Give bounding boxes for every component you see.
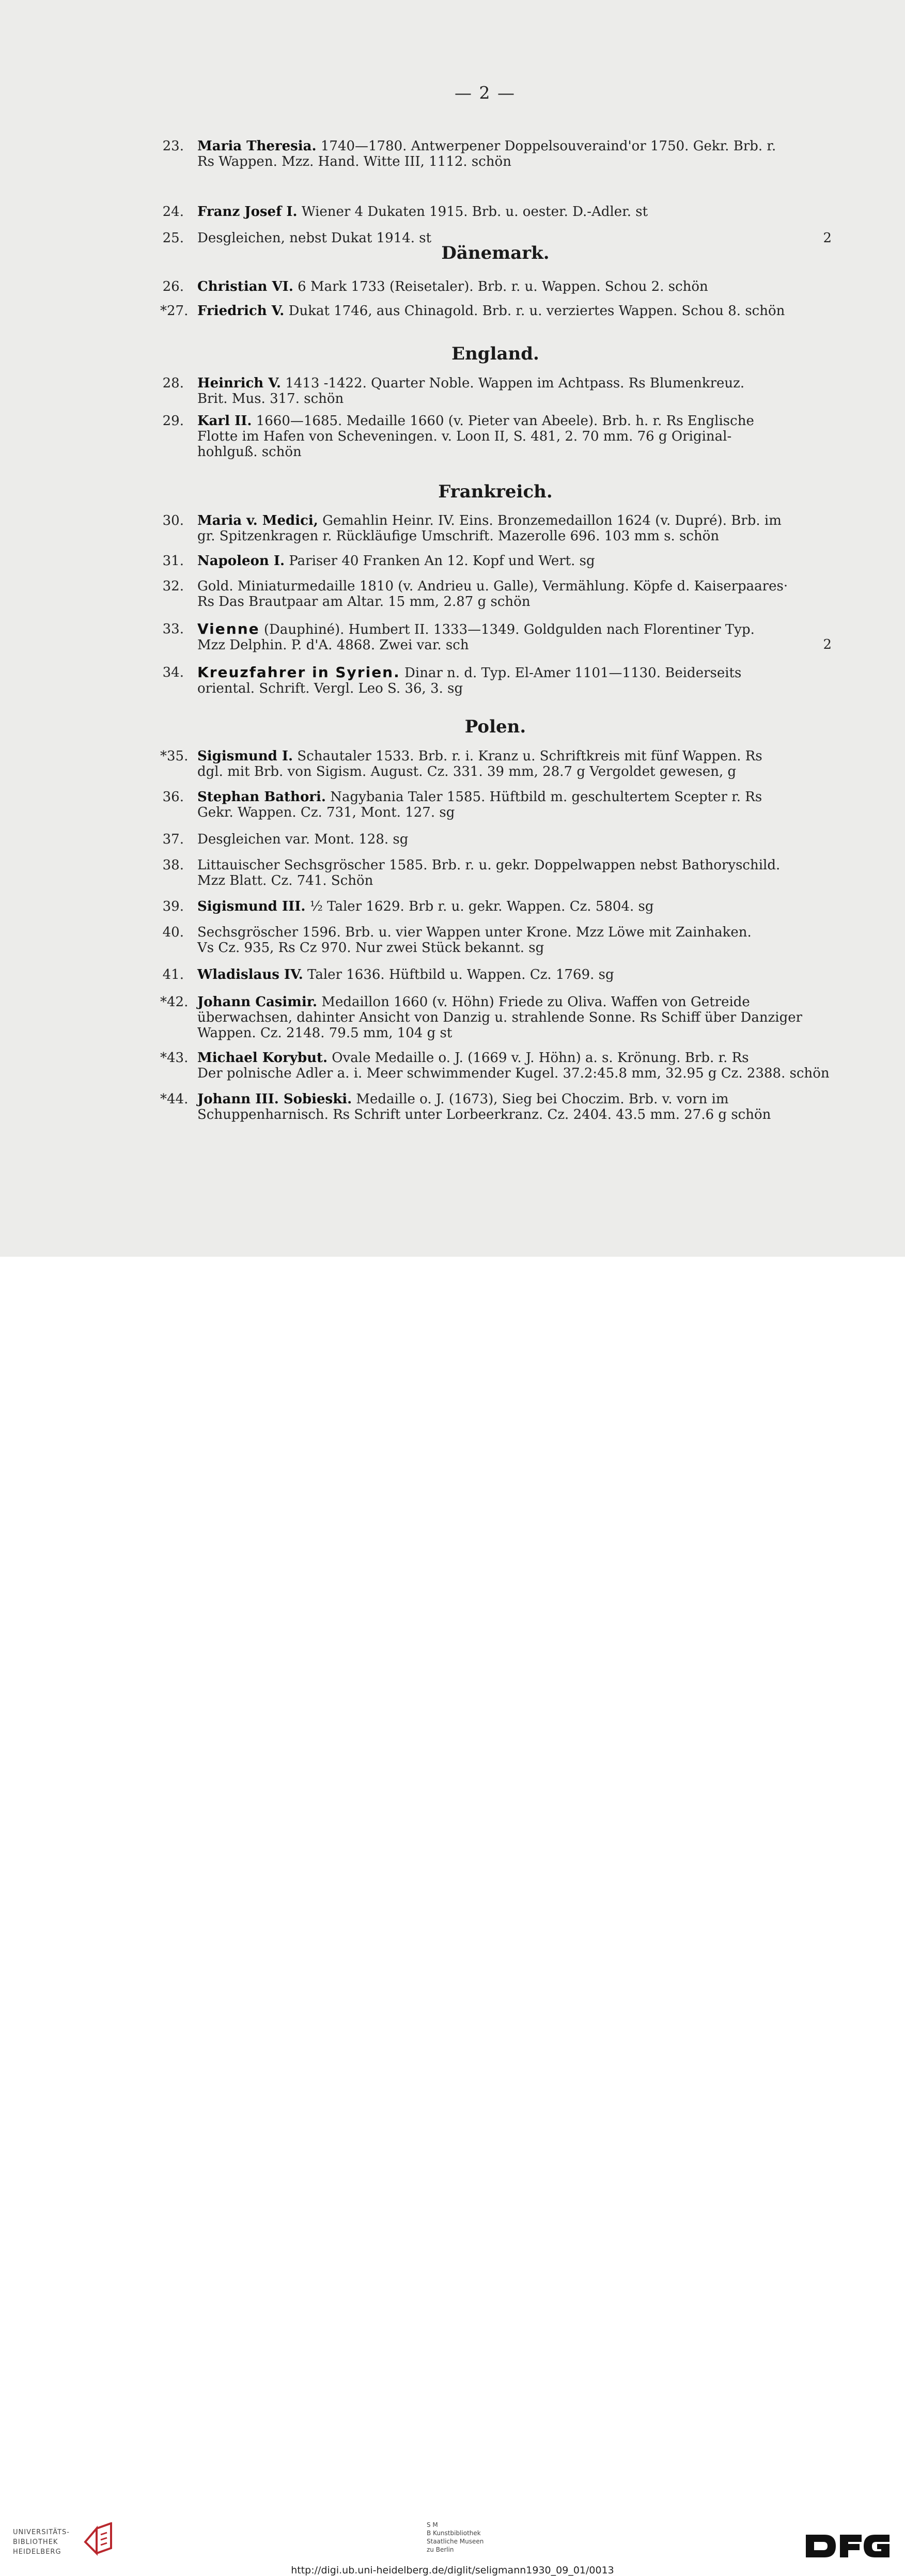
catalogue-entry: [160, 1091, 832, 1122]
entry-text: ½ Taler 1629. Brb r. u. gekr. Wappen. Cz. 5804. sg: [309, 899, 654, 914]
entry-line: [197, 925, 832, 940]
museum-credit-line: zu Berlin: [427, 2546, 454, 2553]
entry-name: Sigismund I.: [197, 748, 293, 764]
entry-number: 38.: [162, 857, 184, 873]
library-name-line: HEIDELBERG: [13, 2548, 61, 2556]
entry-number: *42.: [160, 994, 189, 1010]
entry-line: [197, 429, 832, 444]
entry-body: [197, 376, 832, 407]
catalogue-entry: [160, 138, 832, 169]
catalogue-entry: [160, 204, 832, 220]
catalogue-entry: [160, 789, 832, 820]
entry-number: 24.: [162, 204, 184, 220]
entry-number: 33.: [162, 621, 184, 637]
entry-text: Wappen. Cz. 2148. 79.5 mm, 104 g st: [197, 1025, 453, 1041]
catalogue-entry: [160, 748, 832, 779]
museum-credit-line: Staatliche Museen: [427, 2538, 484, 2545]
entry-text: Gold. Miniaturmedaille 1810 (v. Andrieu u. Galle), Vermählung. Köpfe d. Kaiserpaares·: [197, 579, 788, 594]
entry-number: 28.: [162, 376, 184, 391]
entry-body: [197, 857, 832, 888]
entry-text: Dukat 1746, aus Chinagold. Brb. r. u. verziertes Wappen. Schou 8. schön: [288, 303, 785, 319]
entry-line: [197, 391, 832, 407]
footer-bar: [0, 1257, 905, 2576]
entry-text: oriental. Schrift. Vergl. Leo S. 36, 3. sg: [197, 681, 463, 696]
entry-text: Schuppenharnisch. Rs Schrift unter Lorbeerkranz. Cz. 2404. 43.5 mm. 27.6 g schön: [197, 1107, 771, 1122]
entry-body: [197, 621, 832, 653]
entry-line: [197, 805, 832, 820]
entry-line: [197, 444, 832, 460]
entry-line: [197, 528, 832, 544]
entry-line: [197, 832, 832, 847]
catalogue-entry: [160, 413, 832, 460]
entry-text: 1413 -1422. Quarter Noble. Wappen im Achtpass. Rs Blumenkreuz.: [285, 376, 745, 391]
entry-number: 36.: [162, 789, 184, 805]
entry-line: [197, 994, 832, 1010]
section-heading-frankreich: Frankreich.: [438, 481, 553, 502]
entry-text: Brit. Mus. 317. schön: [197, 391, 344, 407]
entry-line: [197, 376, 832, 391]
entry-line: [197, 1025, 832, 1041]
catalogue-entry: [160, 279, 832, 294]
entry-body: [197, 138, 832, 169]
entry-line: [197, 204, 832, 220]
entry-text: Flotte im Hafen von Scheveningen. v. Loon II, S. 481, 2. 70 mm. 76 g Original-: [197, 429, 732, 444]
entry-text: Ovale Medaille o. J. (1669 v. J. Höhn) a. s. Krönung. Brb. r. Rs: [332, 1050, 749, 1066]
catalogue-entry: [160, 1050, 832, 1081]
entry-body: [197, 925, 832, 956]
entry-body: [197, 899, 832, 914]
entry-name: Michael Korybut.: [197, 1050, 328, 1066]
entry-text: überwachsen, dahinter Ansicht von Danzig u. strahlende Sonne. Rs Schiff über Danziger: [197, 1010, 803, 1025]
entry-line: [197, 665, 832, 681]
entry-text: Medaille o. J. (1673), Sieg bei Choczim. Brb. v. vorn im: [356, 1091, 729, 1107]
entry-name: Napoleon I.: [197, 553, 285, 569]
entry-body: [197, 413, 832, 460]
entry-text: Littauischer Sechsgröscher 1585. Brb. r. u. gekr. Doppelwappen nebst Bathoryschild.: [197, 857, 781, 873]
entry-body: [197, 832, 832, 847]
entry-body: [197, 967, 832, 982]
catalogue-entry: [160, 899, 832, 914]
entry-text: Gemahlin Heinr. IV. Eins. Bronzemedaillon 1624 (v. Dupré). Brb. im: [322, 513, 782, 528]
entry-name: Friedrich V.: [197, 303, 285, 319]
entry-name: Johann Casimir.: [197, 994, 318, 1010]
entry-text: Dinar n. d. Typ. El-Amer 1101—1130. Beiderseits: [404, 665, 742, 681]
museum-credit-line: S M: [427, 2521, 438, 2528]
page-number: — 2 —: [455, 83, 516, 103]
entry-text: 6 Mark 1733 (Reisetaler). Brb. r. u. Wappen. Schou 2. schön: [298, 279, 708, 294]
section-heading-england: England.: [451, 344, 539, 364]
catalogue-entry: [160, 579, 832, 610]
entry-line: [197, 413, 832, 429]
entry-line: [197, 513, 832, 528]
entry-text: Der polnische Adler a. i. Meer schwimmender Kugel. 37.2:45.8 mm, 32.95 g Cz. 2388. schön: [197, 1066, 830, 1081]
entry-body: [197, 279, 832, 294]
section-heading-daenemark: Dänemark.: [441, 243, 550, 263]
entry-body: [197, 789, 832, 820]
catalogue-entry: [160, 553, 832, 569]
entry-line: [197, 579, 832, 594]
entry-text: Nagybania Taler 1585. Hüftbild m. geschultertem Scepter r. Rs: [330, 789, 762, 805]
museum-credit: [427, 2521, 483, 2554]
dfg-logo: [804, 2531, 892, 2562]
entry-line: [197, 230, 832, 246]
entry-text: Pariser 40 Franken An 12. Kopf und Wert. sg: [289, 553, 595, 569]
entry-text: Vs Cz. 935, Rs Cz 970. Nur zwei Stück bekannt. sg: [197, 940, 544, 956]
entry-margin-mark: 2: [823, 637, 832, 652]
library-name-line: UNIVERSITÄTS-: [13, 2528, 70, 2536]
entry-line: [197, 1050, 832, 1066]
entry-text: Medaillon 1660 (v. Höhn) Friede zu Oliva. Waffen von Getreide: [321, 994, 750, 1010]
entry-line: [197, 857, 832, 873]
museum-credit-line: B Kunstbibliothek: [427, 2530, 481, 2537]
catalogue-entry: [160, 994, 832, 1041]
catalogue-entry: [160, 925, 832, 956]
entry-line: [197, 748, 832, 764]
entry-number: 40.: [162, 925, 184, 940]
entry-name: Wladislaus IV.: [197, 967, 303, 982]
entry-text: gr. Spitzenkragen r. Rückläufige Umschrift. Mazerolle 696. 103 mm s. schön: [197, 528, 720, 544]
entry-text: hohlguß. schön: [197, 444, 302, 460]
entry-name: Christian VI.: [197, 279, 293, 294]
entry-name: Maria Theresia.: [197, 138, 317, 154]
entry-number: 41.: [162, 967, 184, 982]
entry-name: Karl II.: [197, 413, 252, 429]
entry-line: [197, 1010, 832, 1025]
library-name-line: BIBLIOTHEK: [13, 2538, 58, 2546]
entry-number: *43.: [160, 1050, 189, 1066]
entry-number: 26.: [162, 279, 184, 294]
entry-body: [197, 303, 832, 319]
entry-name: Sigismund III.: [197, 899, 306, 914]
entry-name: Maria v. Medici,: [197, 513, 318, 528]
entry-line: [197, 154, 832, 169]
catalogue-entry: [160, 303, 832, 319]
entry-text: Rs Wappen. Mzz. Hand. Witte III, 1112. schön: [197, 154, 511, 169]
entry-line: [197, 279, 832, 294]
entry-text: Mzz Delphin. P. d'A. 4868. Zwei var. sch: [197, 637, 469, 653]
entry-text: 1740—1780. Antwerpener Doppelsouveraind'or 1750. Gekr. Brb. r.: [320, 138, 776, 154]
entry-body: [197, 1050, 832, 1081]
entry-line: [197, 637, 832, 653]
catalogue-entry: [160, 230, 832, 246]
entry-text: dgl. mit Brb. von Sigism. August. Cz. 331. 39 mm, 28.7 g Vergoldet gewesen, g: [197, 764, 737, 779]
catalogue-entry: [160, 832, 832, 847]
entry-line: [197, 303, 832, 319]
entry-body: [197, 230, 832, 246]
entry-body: [197, 748, 832, 779]
entry-number: 32.: [162, 579, 184, 594]
section-heading-polen: Polen.: [464, 716, 526, 737]
entry-number: *35.: [160, 748, 189, 764]
entry-number: 34.: [162, 665, 184, 680]
entry-name: Heinrich V.: [197, 376, 281, 391]
entry-text: Taler 1636. Hüftbild u. Wappen. Cz. 1769. sg: [307, 967, 614, 982]
entry-name: Johann III. Sobieski.: [197, 1091, 352, 1107]
catalogue-entry: [160, 376, 832, 407]
entry-line: [197, 1091, 832, 1107]
catalogue-entry: [160, 967, 832, 982]
entry-text: Wiener 4 Dukaten 1915. Brb. u. oester. D.-Adler. st: [301, 204, 648, 220]
entry-body: [197, 1091, 832, 1122]
entry-text: Mzz Blatt. Cz. 741. Schön: [197, 873, 373, 888]
entry-number: 30.: [162, 513, 184, 528]
entry-text: Rs Das Brautpaar am Altar. 15 mm, 2.87 g schön: [197, 594, 530, 610]
entry-body: [197, 994, 832, 1041]
entry-margin-mark: 2: [823, 230, 832, 246]
entry-body: [197, 579, 832, 610]
entry-line: [197, 594, 832, 610]
entry-line: [197, 967, 832, 982]
entry-line: [197, 681, 832, 696]
entry-number: 39.: [162, 899, 184, 914]
entry-text: Sechsgröscher 1596. Brb. u. vier Wappen unter Krone. Mzz Löwe mit Zainhaken.: [197, 925, 752, 940]
entry-line: [197, 899, 832, 914]
entry-text: Desgleichen, nebst Dukat 1914. st: [197, 230, 432, 246]
entry-line: [197, 621, 832, 637]
entry-text: Schautaler 1533. Brb. r. i. Kranz u. Schriftkreis mit fünf Wappen. Rs: [297, 748, 762, 764]
entry-number: 25.: [162, 230, 184, 246]
entry-line: [197, 764, 832, 779]
entry-line: [197, 873, 832, 888]
scanned-page: [0, 0, 905, 1257]
university-library-logo: [13, 2526, 132, 2563]
entry-text: Gekr. Wappen. Cz. 731, Mont. 127. sg: [197, 805, 455, 820]
entry-text: Desgleichen var. Mont. 128. sg: [197, 832, 409, 847]
entry-number: 23.: [162, 138, 184, 154]
entry-text: (Dauphiné). Humbert II. 1333—1349. Goldgulden nach Florentiner Typ.: [263, 622, 755, 637]
catalogue-entry: [160, 857, 832, 888]
entry-name: Stephan Bathori.: [197, 789, 326, 805]
entry-body: [197, 513, 832, 544]
catalogue-entry: [160, 665, 832, 696]
catalogue-entry: [160, 621, 832, 653]
entry-body: [197, 204, 832, 220]
entry-number: *27.: [160, 303, 189, 319]
entry-line: [197, 553, 832, 569]
entry-number: 31.: [162, 553, 184, 569]
entry-line: [197, 789, 832, 805]
entry-line: [197, 940, 832, 956]
entry-body: [197, 665, 832, 696]
catalogue-entry: [160, 513, 832, 544]
entry-name: Kreuzfahrer in Syrien.: [197, 664, 400, 681]
entry-number: 29.: [162, 413, 184, 429]
entry-line: [197, 138, 832, 154]
entry-name: Vienne: [197, 620, 260, 637]
entry-number: 37.: [162, 832, 184, 847]
library-emblem-icon: [81, 2522, 122, 2558]
entry-number: *44.: [160, 1091, 189, 1107]
source-url: http://digi.ub.uni-heidelberg.de/diglit/seligmann1930_09_01/0013: [291, 2565, 614, 2576]
entry-text: 1660—1685. Medaille 1660 (v. Pieter van Abeele). Brb. h. r. Rs Englische: [256, 413, 754, 429]
entry-name: Franz Josef I.: [197, 204, 298, 220]
entry-body: [197, 553, 832, 569]
entry-line: [197, 1107, 832, 1122]
entry-line: [197, 1066, 832, 1081]
